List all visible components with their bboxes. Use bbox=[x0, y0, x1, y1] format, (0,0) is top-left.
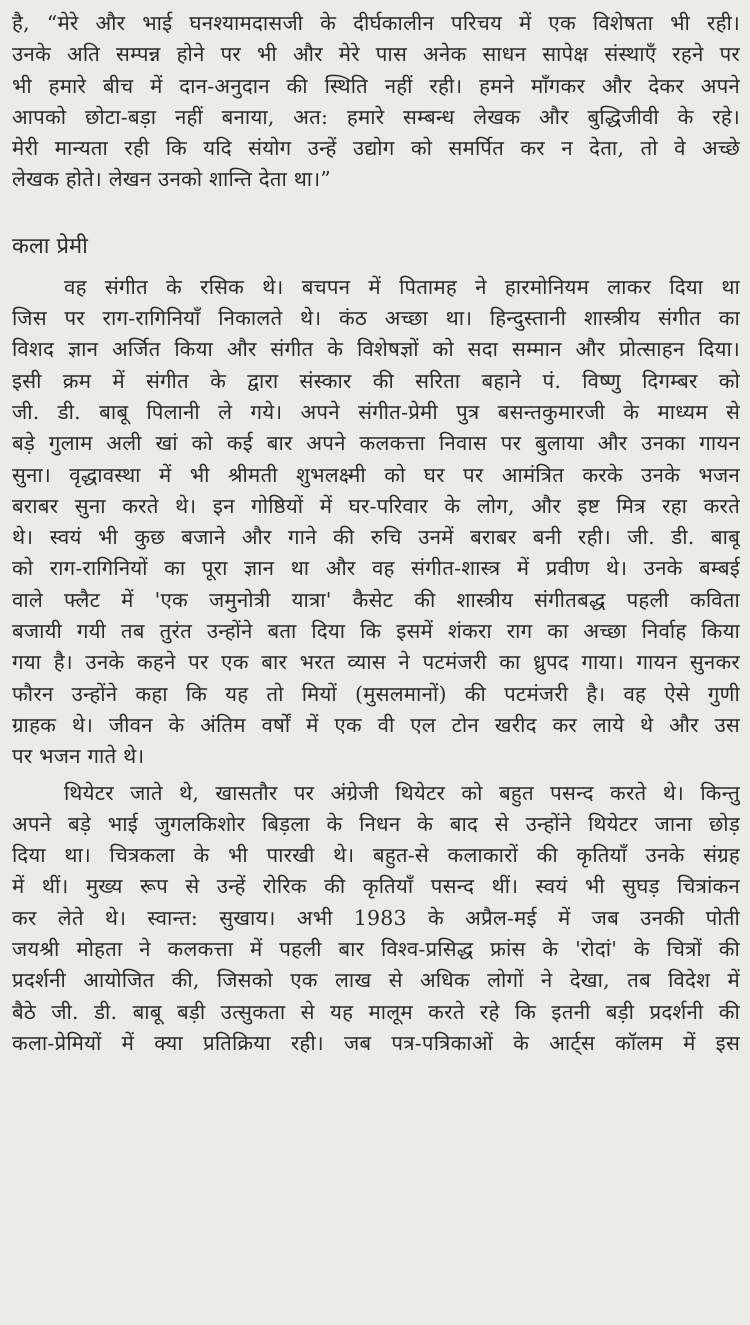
text-line: थे। स्वयं भी कुछ बजाने और गाने की रुचि उनमें बराबर बनी रही। जी. डी. बाबू bbox=[12, 525, 740, 550]
text-line: विशद ज्ञान अर्जित किया और संगीत के विशेषज्ञों को सदा सम्मान और प्रोत्साहन दिया। bbox=[12, 337, 740, 362]
text-line: जिस पर राग-रागिनियाँ निकालते थे। कंठ अच्छा था। हिन्दुस्तानी शास्त्रीय संगीत का bbox=[12, 306, 740, 331]
text-line: वह संगीत के रसिक थे। बचपन में पितामह ने हारमोनियम लाकर दिया था bbox=[64, 274, 740, 299]
text-line: गया है। उनके कहने पर एक बार भरत व्यास ने पटमंजरी का ध्रुपद गाया। गायन सुनकर bbox=[12, 650, 740, 675]
text-line: अपने बड़े भाई जुगलकिशोर बिड़ला के निधन के बाद से उन्होंने थियेटर जाना छोड़ bbox=[12, 811, 740, 836]
theatre-paragraph bbox=[12, 778, 740, 1060]
text-line: लेखक होते। लेखन उनको शान्ति देता था।” bbox=[12, 167, 331, 192]
text-line: भी हमारे बीच में दान-अनुदान की स्थिति नहीं रही। हमने माँगकर और देकर अपने bbox=[12, 73, 740, 98]
text-line: कर लेते थे। स्वान्त: सुखाय। अभी 1983 के अप्रैल-मई में जब उनकी पोती bbox=[12, 905, 740, 930]
text-line: ग्राहक थे। जीवन के अंतिम वर्षों में एक वी एल टोन खरीद कर लाये थे और उस bbox=[12, 712, 740, 737]
text-line: मेरी मान्यता रही कि यदि संयोग उन्हें उद्योग को समर्पित कर न देता, तो वे अच्छे bbox=[12, 136, 740, 161]
text-line: इसी क्रम में संगीत के द्वारा संस्कार की सरिता बहाने पं. विष्णु दिगम्बर को bbox=[12, 368, 740, 393]
text-line: में थीं। मुख्य रूप से उन्हें रोरिक की कृतियाँ पसन्द थीं। स्वयं भी सुघड़ चित्रांकन bbox=[12, 874, 740, 899]
text-line: दिया था। चित्रकला के भी पारखी थे। बहुत-से कलाकारों की कृतियाँ उनके संग्रह bbox=[12, 843, 740, 868]
text-line: वाले फ्लैट में 'एक जमुनोत्री यात्रा' कैसेट की शास्त्रीय संगीतबद्ध पहली कविता bbox=[12, 587, 740, 612]
text-line: प्रदर्शनी आयोजित की, जिसको एक लाख से अधिक लोगों ने देखा, तब विदेश में bbox=[12, 968, 740, 993]
text-line: बजायी गयी तब तुरंत उन्होंने बता दिया कि इसमें शंकरा राग का अच्छा निर्वाह किया bbox=[12, 619, 740, 644]
text-line: थियेटर जाते थे, खासतौर पर अंग्रेजी थियेटर को बहुत पसन्द करते थे। किन्तु bbox=[64, 780, 740, 805]
quote-paragraph bbox=[12, 8, 740, 196]
music-paragraph bbox=[12, 272, 740, 773]
text-line: सुना। वृद्धावस्था में भी श्रीमती शुभलक्ष्मी को घर पर आमंत्रित करके उनके भजन bbox=[12, 462, 740, 487]
text-line: को राग-रागिनियों का पूरा ज्ञान था और वह संगीत-शास्त्र में प्रवीण थे। उनके बम्बई bbox=[12, 556, 740, 581]
text-line: बराबर सुना करते थे। इन गोष्ठियों में घर-परिवार के लोग, और इष्ट मित्र रहा करते bbox=[12, 493, 740, 518]
text-line: उनके अति सम्पन्न होने पर भी और मेरे पास अनेक साधन सापेक्ष संस्थाएँ रहने पर bbox=[12, 42, 740, 67]
text-line: है, “मेरे और भाई घनश्यामदासजी के दीर्घकालीन परिचय में एक विशेषता भी रही। bbox=[12, 11, 740, 35]
text-line: पर भजन गाते थे। bbox=[12, 744, 145, 769]
text-line: बड़े गुलाम अली खां को कई बार अपने कलकत्ता निवास पर बुलाया और उनका गायन bbox=[12, 431, 740, 456]
text-line: कला-प्रेमियों में क्या प्रतिक्रिया रही। जब पत्र-पत्रिकाओं के आर्ट्स कॉलम में इस bbox=[12, 1030, 740, 1055]
text-line: जयश्री मोहता ने कलकत्ता में पहली बार विश्व-प्रसिद्ध फ्रांस के 'रोदां' के चित्रों की bbox=[12, 937, 740, 962]
text-line: फौरन उन्होंने कहा कि यह तो मियों (मुसलमानों) की पटमंजरी है। वह ऐसे गुणी bbox=[12, 681, 740, 706]
section-heading: कला प्रेमी bbox=[12, 233, 88, 259]
text-line: बैठे जी. डी. बाबू बड़ी उत्सुकता से यह मालूम करते रहे कि इतनी बड़ी प्रदर्शनी की bbox=[12, 999, 740, 1024]
text-line: आपको छोटा-बड़ा नहीं बनाया, अत: हमारे सम्बन्ध लेखक और बुद्धिजीवी के रहे। bbox=[12, 104, 740, 129]
text-line: जी. डी. बाबू पिलानी ले गये। अपने संगीत-प्रेमी पुत्र बसन्तकुमारजी के माध्यम से bbox=[12, 399, 740, 424]
